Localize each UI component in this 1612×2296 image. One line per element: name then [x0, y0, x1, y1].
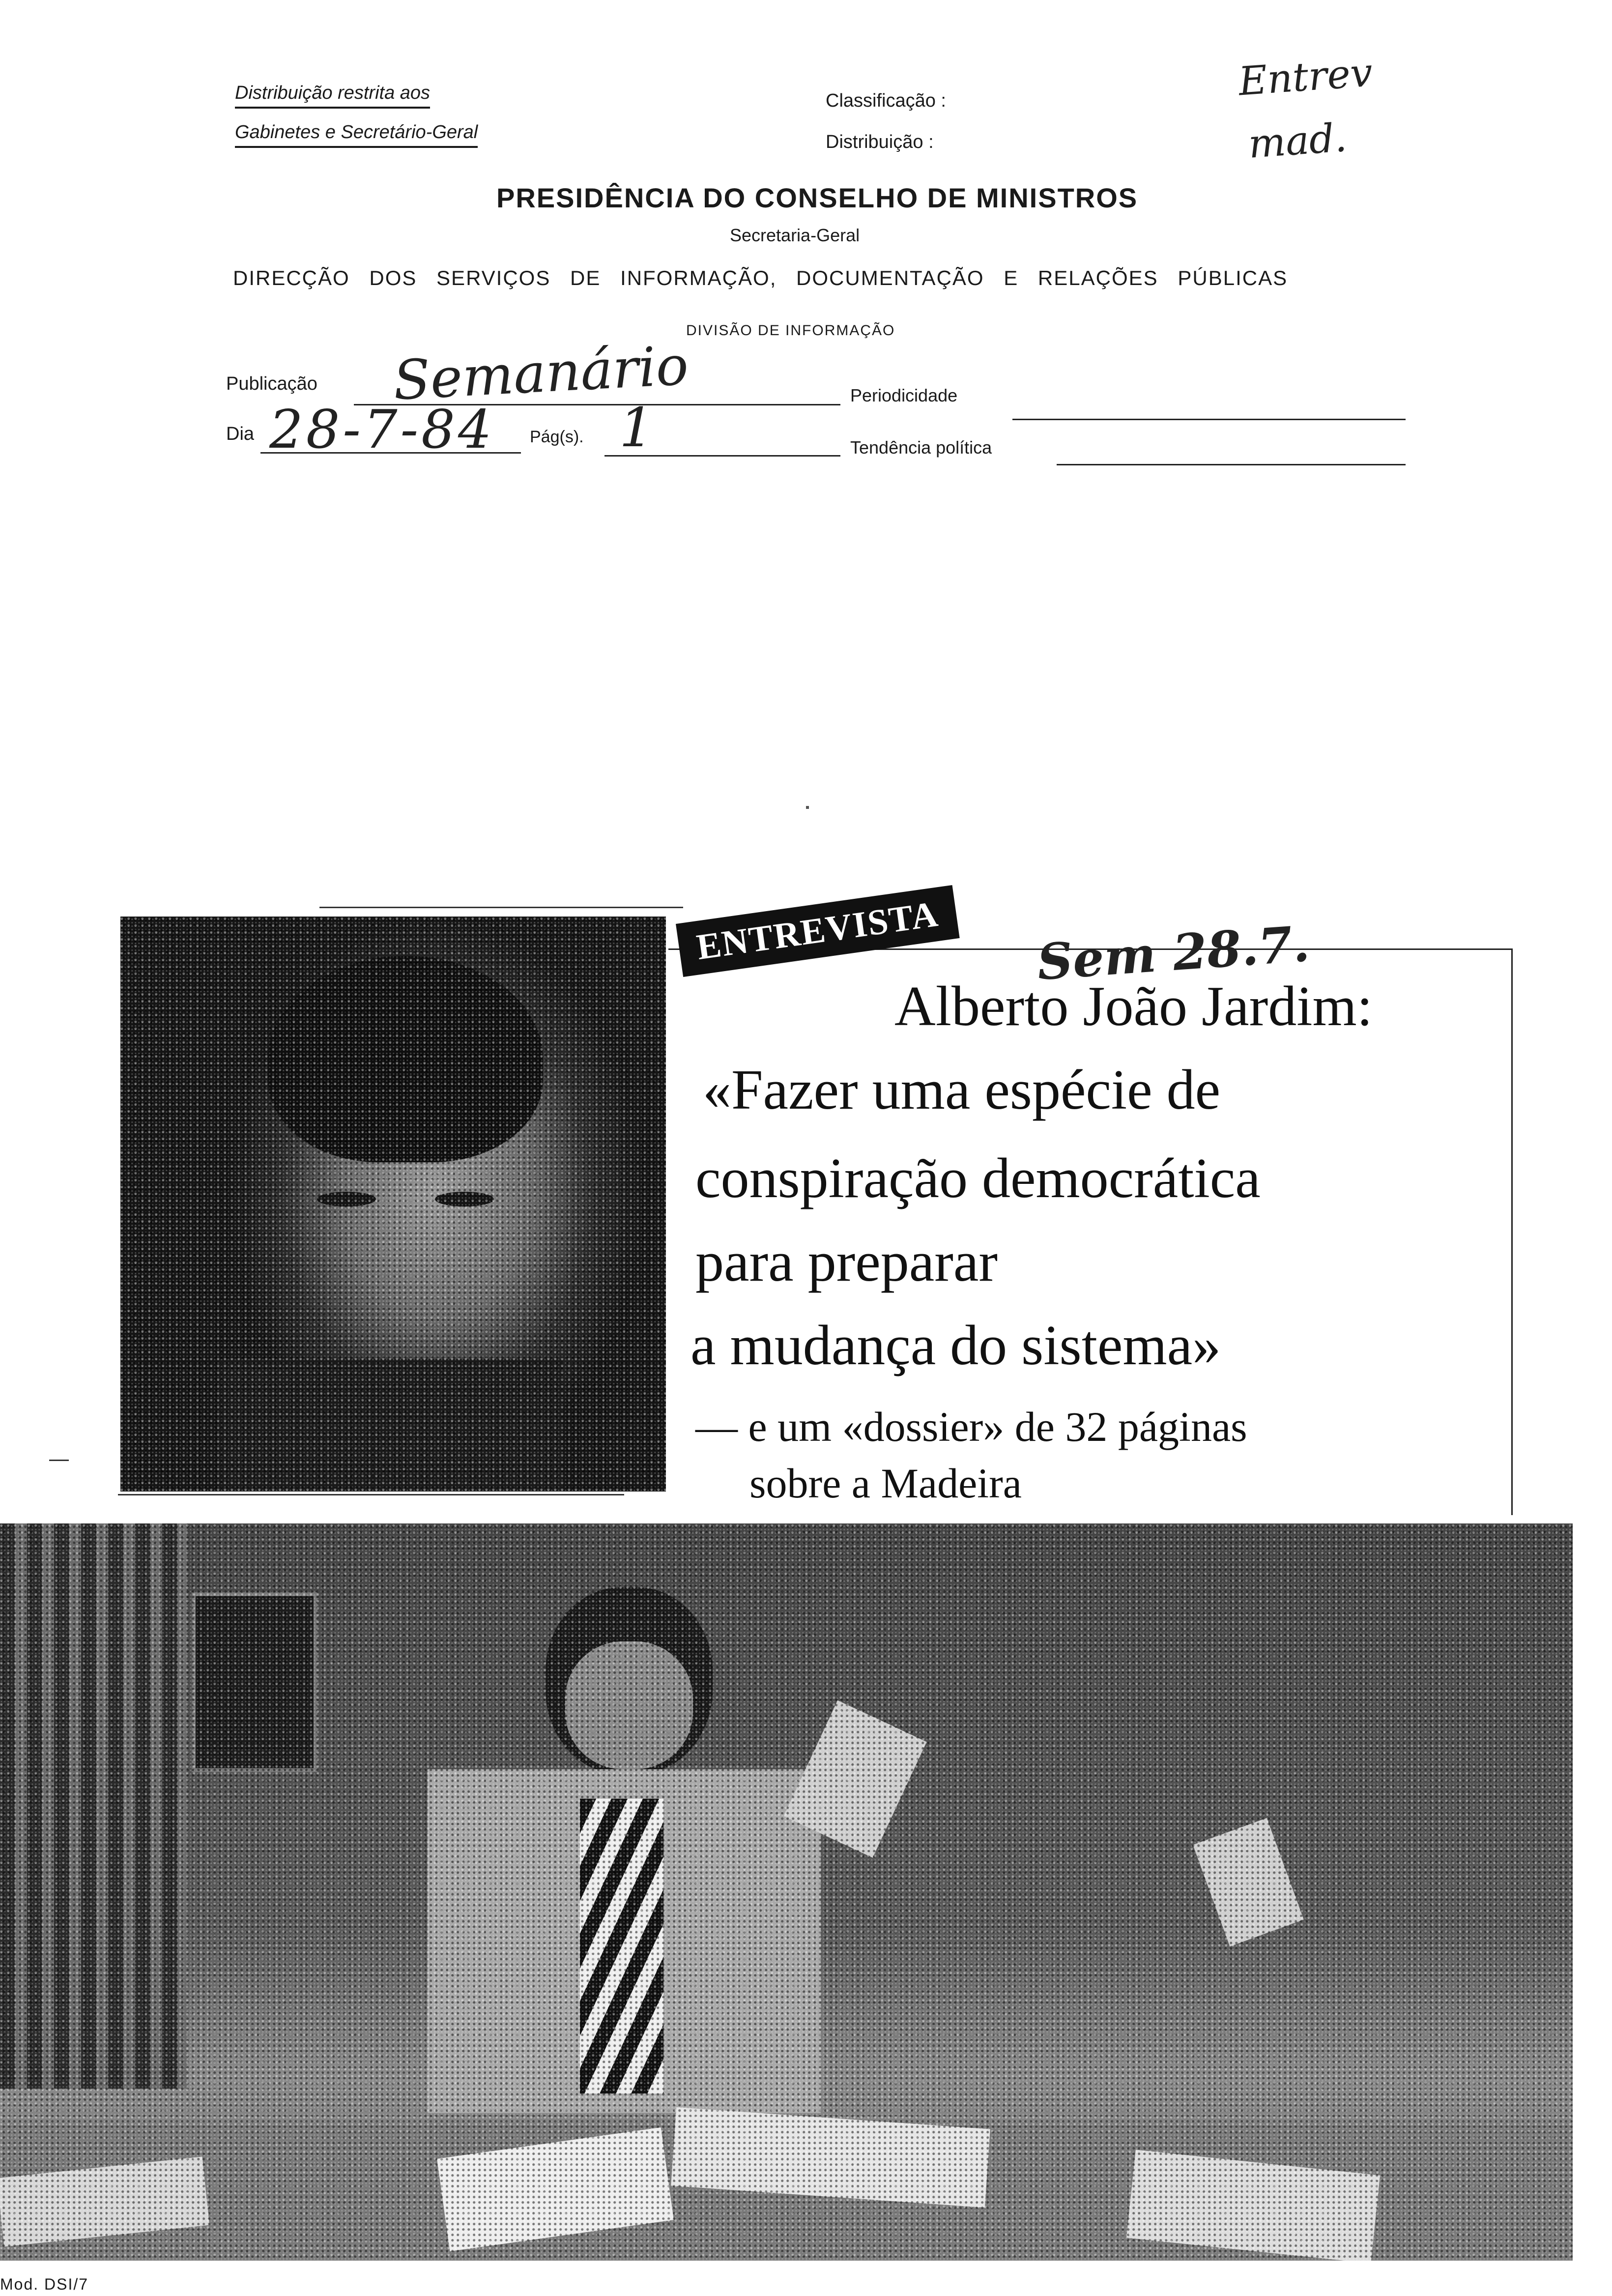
divisao-informacao: DIVISÃO DE INFORMAÇÃO: [686, 322, 895, 339]
periodicidade-line: [1012, 419, 1406, 420]
restricted-distribution-line-2: Gabinetes e Secretário-Geral: [235, 122, 478, 148]
distribuicao-label: Distribuição :: [826, 132, 934, 152]
tendencia-label: Tendência política: [850, 437, 992, 458]
headline-quote-line-4: a mudança do sistema»: [691, 1314, 1221, 1377]
headline-quote-line-3: para preparar: [695, 1231, 998, 1293]
handwritten-corner-note-1: Entrev: [1237, 49, 1374, 105]
headline-quote-line-1: «Fazer uma espécie de: [703, 1059, 1221, 1121]
dia-label: Dia: [226, 424, 255, 444]
headline-name: Alberto João Jardim:: [894, 975, 1373, 1038]
direccao-servicos: DIRECÇÃO DOS SERVIÇOS DE INFORMAÇÃO, DOCUMENTAÇÃO E RELAÇÕES PÚBLICAS: [233, 266, 1288, 289]
publicacao-handwritten-value: Semanário: [392, 334, 690, 412]
clipping-edge-left-bottom: [118, 1494, 624, 1495]
handwritten-corner-note-2: mad.: [1247, 115, 1349, 167]
pags-handwritten-value: 1: [619, 396, 654, 459]
subhead-line-2: sobre a Madeira: [749, 1460, 1022, 1507]
dia-handwritten-value: 28-7-84: [269, 399, 495, 460]
secretaria-geral: Secretaria-Geral: [730, 225, 860, 245]
office-photo: [0, 1523, 1573, 2261]
headline-quote-line-2: conspiração democrática: [695, 1147, 1261, 1210]
scan-speck: [806, 806, 809, 809]
section-tag-entrevista: ENTREVISTA: [676, 885, 959, 977]
clipping-edge-mark: [49, 1460, 69, 1461]
classificacao-label: Classificação :: [826, 90, 946, 111]
periodicidade-label: Periodicidade: [850, 385, 958, 405]
restricted-distribution-line-1: Distribuição restrita aos: [235, 83, 430, 109]
tendencia-line: [1057, 464, 1406, 465]
form-code: Mod. DSI/7: [0, 2275, 89, 2293]
publicacao-label: Publicação: [226, 373, 317, 394]
clipping-handwritten-note: Sem 28.7.: [1035, 914, 1312, 992]
pags-label: Pág(s).: [530, 428, 584, 446]
organization-title: PRESIDÊNCIA DO CONSELHO DE MINISTROS: [496, 182, 1138, 213]
clipping-edge-top: [319, 907, 683, 908]
portrait-photo: [120, 917, 666, 1492]
subhead-line-1: — e um «dossier» de 32 páginas: [695, 1403, 1247, 1450]
